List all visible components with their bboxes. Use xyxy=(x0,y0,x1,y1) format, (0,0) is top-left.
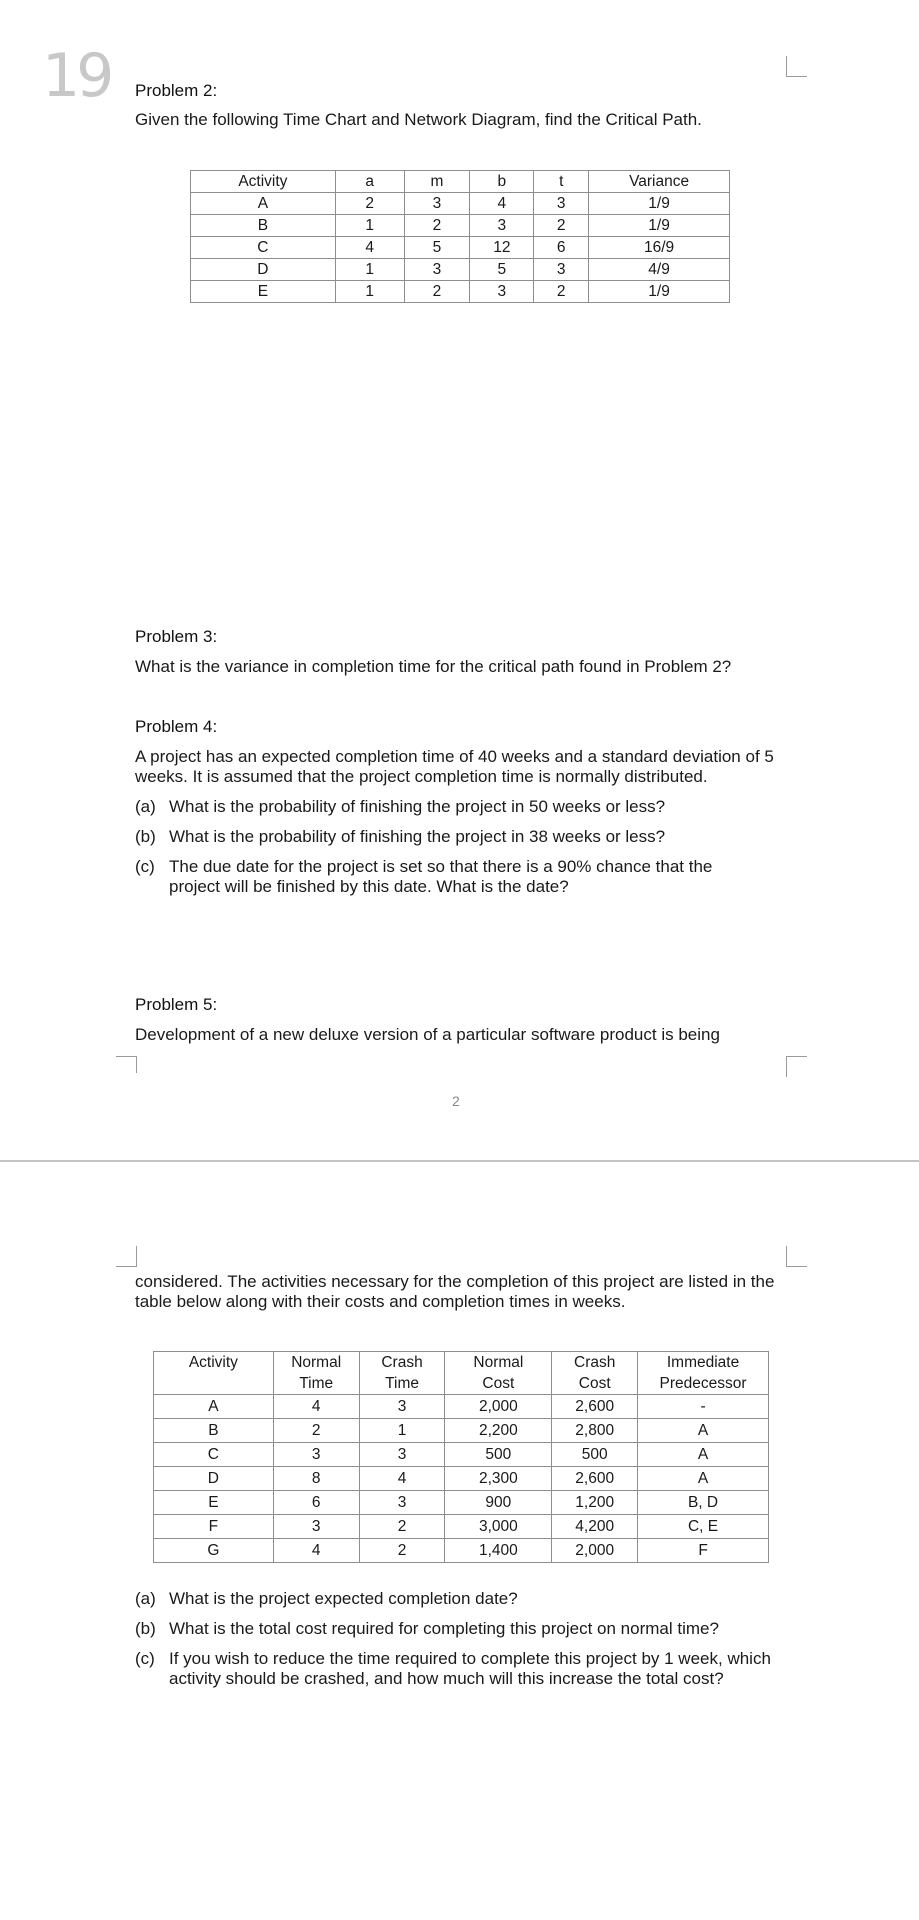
header-line: Crash xyxy=(574,1354,616,1371)
table-cell: 4 xyxy=(335,237,404,259)
table-cell: 3 xyxy=(359,1491,445,1515)
table-cell: 1/9 xyxy=(589,193,730,215)
question-text: What is the probability of finishing the project in 38 weeks or less? xyxy=(169,827,666,846)
table-cell: C xyxy=(191,237,336,259)
crop-mark-top-right-page2 xyxy=(786,1246,807,1267)
table-row xyxy=(191,193,730,215)
table-cell: 3 xyxy=(404,259,470,281)
table-cell: 4 xyxy=(470,193,534,215)
table-cell: 3 xyxy=(470,281,534,303)
header-line: Immediate xyxy=(666,1354,740,1371)
header-line: Time xyxy=(299,1375,334,1392)
table-cell: 4 xyxy=(273,1539,359,1563)
problem3-text: What is the variance in completion time for the critical path found in Problem 2? xyxy=(135,657,732,676)
table-cell: 1 xyxy=(335,281,404,303)
question-text: What is the probability of finishing the project in 50 weeks or less? xyxy=(169,797,666,816)
page-number-watermark: 19 xyxy=(42,41,111,111)
table-cell: 2,600 xyxy=(552,1467,638,1491)
header-cell: b xyxy=(470,171,534,193)
table-cell: A xyxy=(154,1395,274,1419)
table-header-row xyxy=(154,1352,769,1395)
table-cell: C xyxy=(154,1443,274,1467)
page-break-divider xyxy=(0,1160,919,1162)
table-cell: 2 xyxy=(404,281,470,303)
table-cell: 8 xyxy=(273,1467,359,1491)
header-line: Normal xyxy=(473,1354,524,1371)
table-cell: 4 xyxy=(359,1467,445,1491)
table-cell: 1 xyxy=(335,215,404,237)
table-cell: C, E xyxy=(638,1515,769,1539)
table-row xyxy=(154,1467,769,1491)
table-row xyxy=(154,1515,769,1539)
problem5-heading: Problem 5: xyxy=(135,995,218,1014)
problem5-questions xyxy=(135,1589,795,1699)
table-cell: 2,300 xyxy=(445,1467,552,1491)
problem4-intro: A project has an expected completion time of 40 weeks and a standard deviation of 5 weeks. It is assumed that the project completion time is normally distributed. xyxy=(135,747,774,786)
table-cell: A xyxy=(638,1443,769,1467)
table-cell: 4/9 xyxy=(589,259,730,281)
problem2-heading: Problem 2: xyxy=(135,81,218,100)
header-cell: a xyxy=(335,171,404,193)
header-cell: Activity xyxy=(191,171,336,193)
table-cell: 6 xyxy=(273,1491,359,1515)
table-cell: B xyxy=(154,1419,274,1443)
table-cell: 16/9 xyxy=(589,237,730,259)
table-cell: 1 xyxy=(359,1419,445,1443)
table-row xyxy=(191,259,730,281)
table-cell: 2 xyxy=(359,1515,445,1539)
table-cell: 2 xyxy=(359,1539,445,1563)
table-cell: 3 xyxy=(470,215,534,237)
table-cell: 2,600 xyxy=(552,1395,638,1419)
table-cell: 1,200 xyxy=(552,1491,638,1515)
table-cell: 3 xyxy=(359,1395,445,1419)
table-cell: 900 xyxy=(445,1491,552,1515)
table-cell: 4,200 xyxy=(552,1515,638,1539)
table-cell: A xyxy=(638,1467,769,1491)
table-cell: 1 xyxy=(335,259,404,281)
header-cell: Variance xyxy=(589,171,730,193)
header-cell: t xyxy=(534,171,589,193)
header-cell xyxy=(273,1352,359,1395)
table-cell: 5 xyxy=(470,259,534,281)
table-cell: E xyxy=(154,1491,274,1515)
table-cell: 3 xyxy=(404,193,470,215)
table-cell: 2 xyxy=(534,281,589,303)
table-cell: 1,400 xyxy=(445,1539,552,1563)
table-cell: F xyxy=(638,1539,769,1563)
question-label: (b) xyxy=(135,827,156,846)
table-cell: E xyxy=(191,281,336,303)
question-label: (a) xyxy=(135,1589,156,1608)
table-row xyxy=(154,1539,769,1563)
table-cell: B xyxy=(191,215,336,237)
table-cell: 1/9 xyxy=(589,281,730,303)
list-item xyxy=(135,1619,795,1639)
problem5-intro-part1: Development of a new deluxe version of a particular software product is being xyxy=(135,1025,720,1044)
header-line: Activity xyxy=(188,1354,238,1371)
crop-mark-top-left-page2 xyxy=(116,1246,137,1267)
table-cell: 500 xyxy=(552,1443,638,1467)
header-cell xyxy=(638,1352,769,1395)
crop-mark-bottom-left xyxy=(116,1056,137,1073)
list-item xyxy=(135,857,785,897)
table-cell: D xyxy=(154,1467,274,1491)
question-text: The due date for the project is set so that there is a 90% chance that the project will be finished by this date. What is the date? xyxy=(169,857,713,896)
question-label: (b) xyxy=(135,1619,156,1638)
table-row xyxy=(154,1419,769,1443)
table-cell: A xyxy=(638,1419,769,1443)
question-label: (c) xyxy=(135,857,155,876)
table-cell: 3,000 xyxy=(445,1515,552,1539)
table-row xyxy=(154,1395,769,1419)
problem4-heading: Problem 4: xyxy=(135,717,218,736)
table-cell: 1/9 xyxy=(589,215,730,237)
page-footer-number: 2 xyxy=(452,1093,460,1109)
crash-cost-table xyxy=(153,1351,769,1563)
table-cell: 2 xyxy=(273,1419,359,1443)
table-cell: F xyxy=(154,1515,274,1539)
table-cell: 3 xyxy=(534,193,589,215)
table-cell: 3 xyxy=(273,1443,359,1467)
table-cell: 3 xyxy=(273,1515,359,1539)
header-line: Normal xyxy=(291,1354,342,1371)
question-label: (c) xyxy=(135,1649,155,1668)
table-cell: 2,000 xyxy=(552,1539,638,1563)
header-line: Time xyxy=(385,1375,419,1392)
table-row xyxy=(191,215,730,237)
table-cell: D xyxy=(191,259,336,281)
table-cell: A xyxy=(191,193,336,215)
table-cell: - xyxy=(638,1395,769,1419)
table-cell: 12 xyxy=(470,237,534,259)
problem3-heading: Problem 3: xyxy=(135,627,218,646)
list-item xyxy=(135,797,785,817)
header-cell xyxy=(359,1352,445,1395)
list-item xyxy=(135,1589,795,1609)
problem2-text: Given the following Time Chart and Network Diagram, find the Critical Path. xyxy=(135,110,702,129)
table-cell: B, D xyxy=(638,1491,769,1515)
question-text: What is the total cost required for completing this project on normal time? xyxy=(169,1619,719,1638)
header-line: Predecessor xyxy=(659,1375,747,1392)
problem4-questions xyxy=(135,797,785,907)
table-row xyxy=(191,237,730,259)
header-cell xyxy=(552,1352,638,1395)
list-item xyxy=(135,1649,795,1689)
header-cell xyxy=(154,1352,274,1395)
header-line: Cost xyxy=(578,1375,611,1392)
table-cell: 2 xyxy=(335,193,404,215)
question-text: What is the project expected completion date? xyxy=(169,1589,518,1608)
time-chart-table xyxy=(190,170,730,303)
table-cell: 2,000 xyxy=(445,1395,552,1419)
table-cell: 500 xyxy=(445,1443,552,1467)
table-cell: 2,800 xyxy=(552,1419,638,1443)
table-cell: G xyxy=(154,1539,274,1563)
problem5-intro-part2: considered. The activities necessary for the completion of this project are listed in the table below along with their costs and completion times in weeks. xyxy=(135,1272,775,1311)
header-cell xyxy=(445,1352,552,1395)
table-row xyxy=(154,1491,769,1515)
table-cell: 2 xyxy=(534,215,589,237)
table-header-row xyxy=(191,171,730,193)
table-cell: 2,200 xyxy=(445,1419,552,1443)
table-cell: 2 xyxy=(404,215,470,237)
header-line xyxy=(154,1373,273,1394)
crop-mark-top-right xyxy=(786,56,807,77)
table-row xyxy=(191,281,730,303)
question-text: If you wish to reduce the time required to complete this project by 1 week, which activity should be crashed, and how much will this increase the total cost? xyxy=(169,1649,771,1688)
table-cell: 4 xyxy=(273,1395,359,1419)
header-cell: m xyxy=(404,171,470,193)
table-cell: 3 xyxy=(534,259,589,281)
table-cell: 3 xyxy=(359,1443,445,1467)
table-cell: 6 xyxy=(534,237,589,259)
table-cell: 5 xyxy=(404,237,470,259)
crop-mark-bottom-right xyxy=(786,1056,807,1077)
header-line: Crash xyxy=(381,1354,423,1371)
question-label: (a) xyxy=(135,797,156,816)
list-item xyxy=(135,827,785,847)
header-line: Cost xyxy=(482,1375,515,1392)
table-row xyxy=(154,1443,769,1467)
